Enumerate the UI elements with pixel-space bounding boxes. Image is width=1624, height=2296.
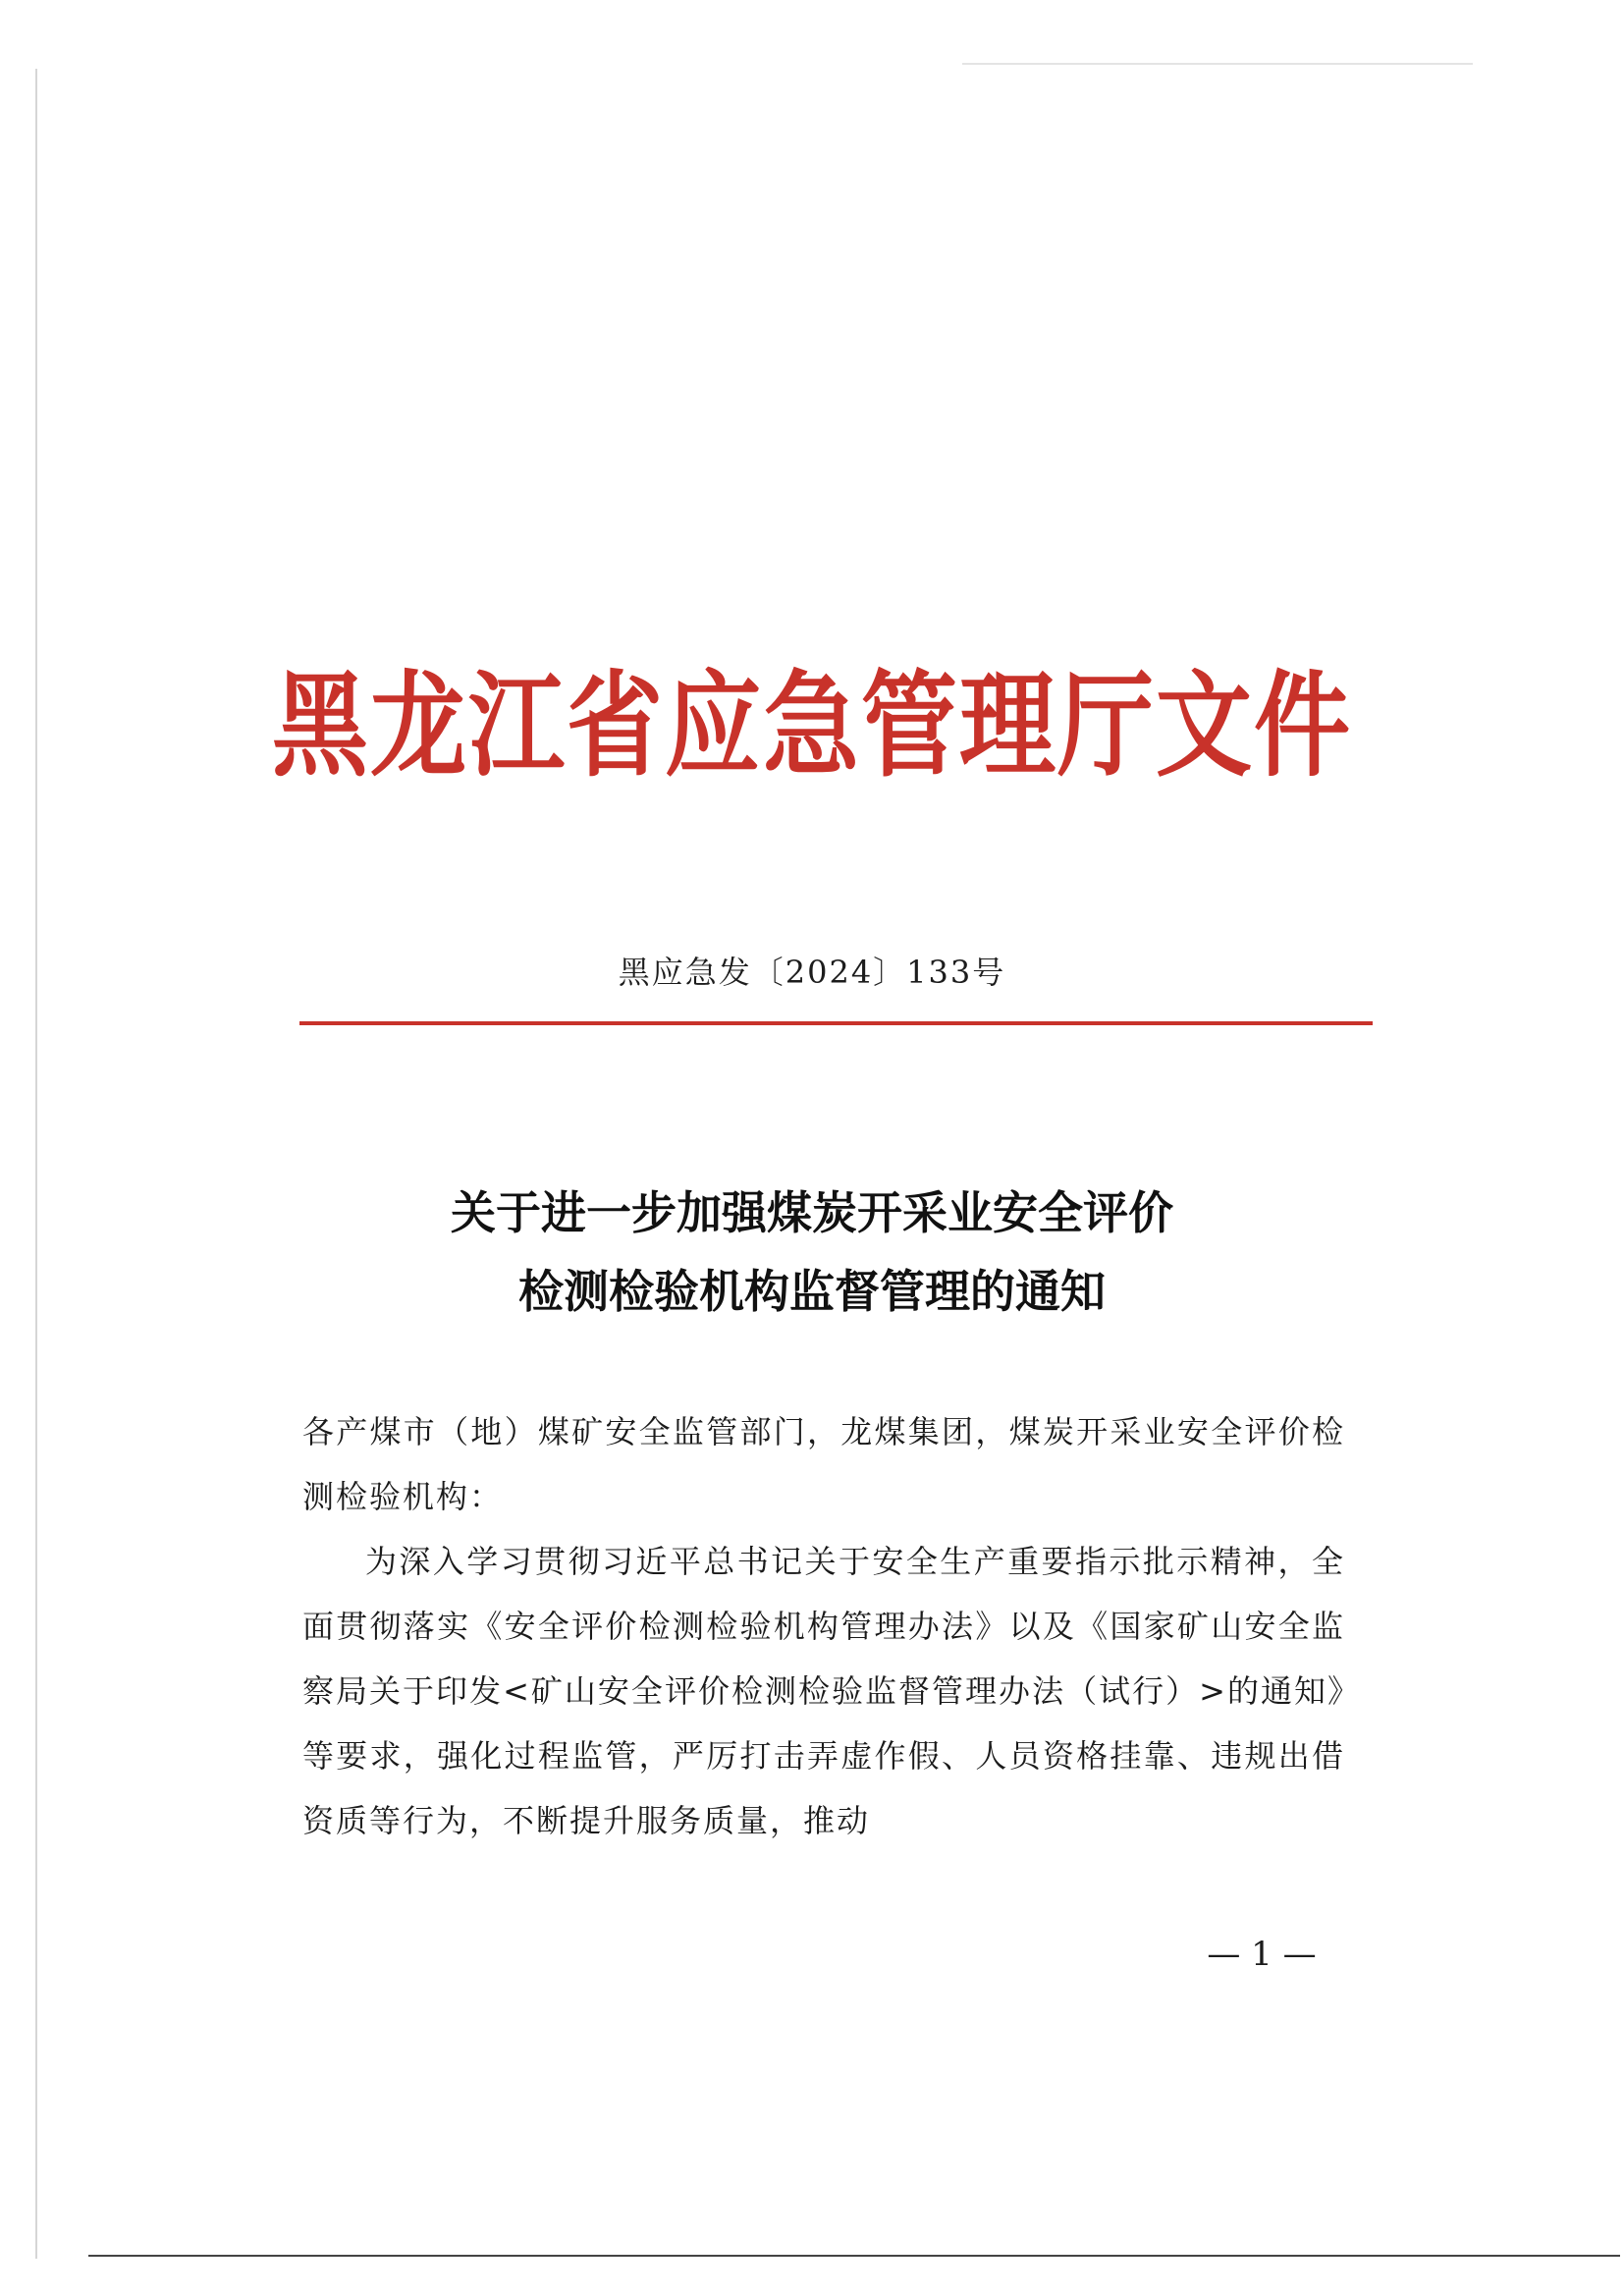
scan-edge-bottom: [88, 2255, 1620, 2257]
scan-edge-left: [35, 69, 37, 2259]
page-number: — 1 —: [1207, 1935, 1317, 1974]
document-number: 黑应急发〔2024〕133号: [618, 954, 1006, 991]
title-line-2: 检测检验机构监督管理的通知: [518, 1265, 1106, 1318]
body-paragraph-1: 为深入学习贯彻习近平总书记关于安全生产重要指示批示精神，全面贯彻落实《安全评价检测检验机构管理办法》以及《国家矿山安全监察局关于印发<矿山安全评价检测检验监督管理办法（试行）>的通知》等要求，强化过程监管，严厉打击弄虚作假、人员资格挂靠、违规出借资质等行为，不断提升服务质量，推动: [302, 1543, 1345, 1839]
document-body: [302, 1399, 1345, 1853]
title-line-1: 关于进一步加强煤炭开采业安全评价: [451, 1186, 1173, 1239]
scan-edge-top: [962, 63, 1473, 65]
issuer-masthead: 黑龙江省应急管理厅文件: [271, 659, 1352, 793]
addressee: 各产煤市（地）煤矿安全监管部门，龙煤集团，煤炭开采业安全评价检测检验机构：: [302, 1413, 1345, 1515]
red-separator-rule: [299, 1021, 1373, 1025]
document-title: [0, 1174, 1624, 1331]
